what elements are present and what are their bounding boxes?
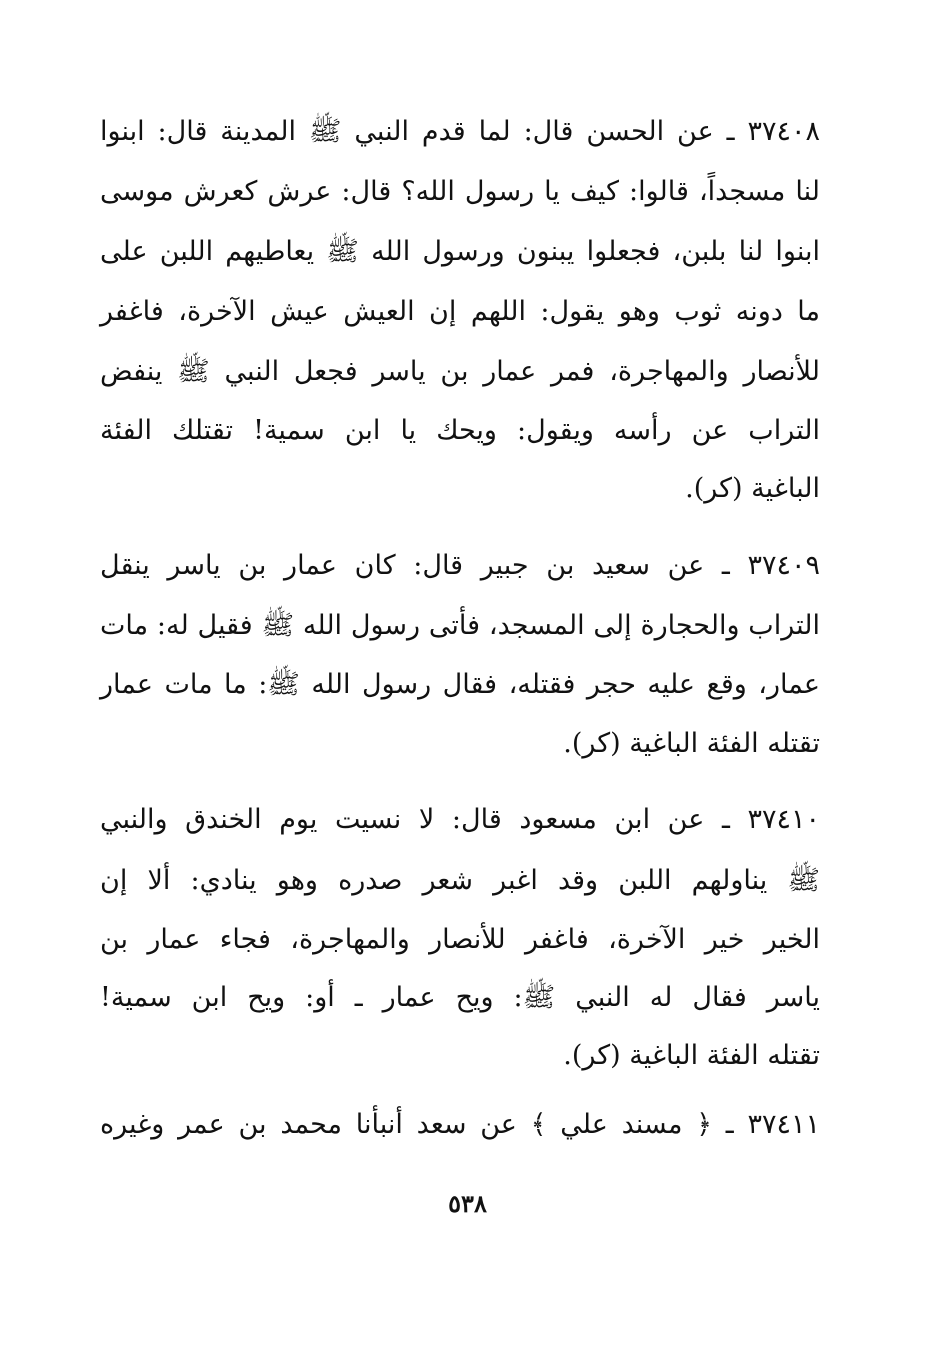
hadith-37409-line-4: تقتله الفئة الباغية (كر). <box>563 728 820 759</box>
hadith-37408-line-6: التراب عن رأسه ويقول: ويحك يا ابن سمية! تقتلك الفئة <box>100 415 820 446</box>
hadith-37409-line-3: عمار، وقع عليه حجر فقتله، فقال رسول الله ﷺ: ما مات عمار <box>100 669 820 700</box>
hadith-37410-line-3: الخير خير الآخرة، فاغفر للأنصار والمهاجرة، فجاء عمار بن <box>100 924 820 955</box>
hadith-37408-line-5: للأنصار والمهاجرة، فمر عمار بن ياسر فجعل النبي ﷺ ينفض <box>100 356 820 387</box>
hadith-37410-line-1: ٣٧٤١٠ ـ عن ابن مسعود قال: لا نسيت يوم الخندق والنبي <box>100 804 820 835</box>
page-number: ٥٣٨ <box>448 1189 487 1218</box>
hadith-37410-line-5: تقتله الفئة الباغية (كر). <box>563 1040 820 1071</box>
hadith-37408-line-7: الباغية (كر). <box>685 473 820 504</box>
hadith-37410-line-4: ياسر فقال له النبي ﷺ: ويح عمار ـ أو: ويح ابن سمية! <box>100 982 820 1013</box>
hadith-37408-line-2: لنا مسجداً، قالوا: كيف يا رسول الله؟ قال: عرش كعرش موسى <box>100 176 820 207</box>
hadith-37408-line-4: ما دونه ثوب وهو يقول: اللهم إن العيش عيش الآخرة، فاغفر <box>100 296 820 327</box>
hadith-37411-line-1: ٣٧٤١١ ـ ﴿ مسند علي ﴾ عن سعد أنبأنا محمد بن عمر وغيره <box>100 1109 820 1140</box>
hadith-37409-line-1: ٣٧٤٠٩ ـ عن سعيد بن جبير قال: كان عمار بن ياسر ينقل <box>100 550 820 581</box>
hadith-37409-line-2: التراب والحجارة إلى المسجد، فأتى رسول الله ﷺ فقيل له: مات <box>100 610 820 641</box>
hadith-37408-line-3: ابنوا لنا بلبن، فجعلوا يبنون ورسول الله ﷺ يعاطيهم اللبن على <box>100 236 820 267</box>
hadith-37410-line-2: ﷺ يناولهم اللبن وقد اغبر شعر صدره وهو ينادي: ألا إن <box>100 865 820 896</box>
hadith-37408-line-1: ٣٧٤٠٨ ـ عن الحسن قال: لما قدم النبي ﷺ المدينة قال: ابنوا <box>100 116 820 147</box>
